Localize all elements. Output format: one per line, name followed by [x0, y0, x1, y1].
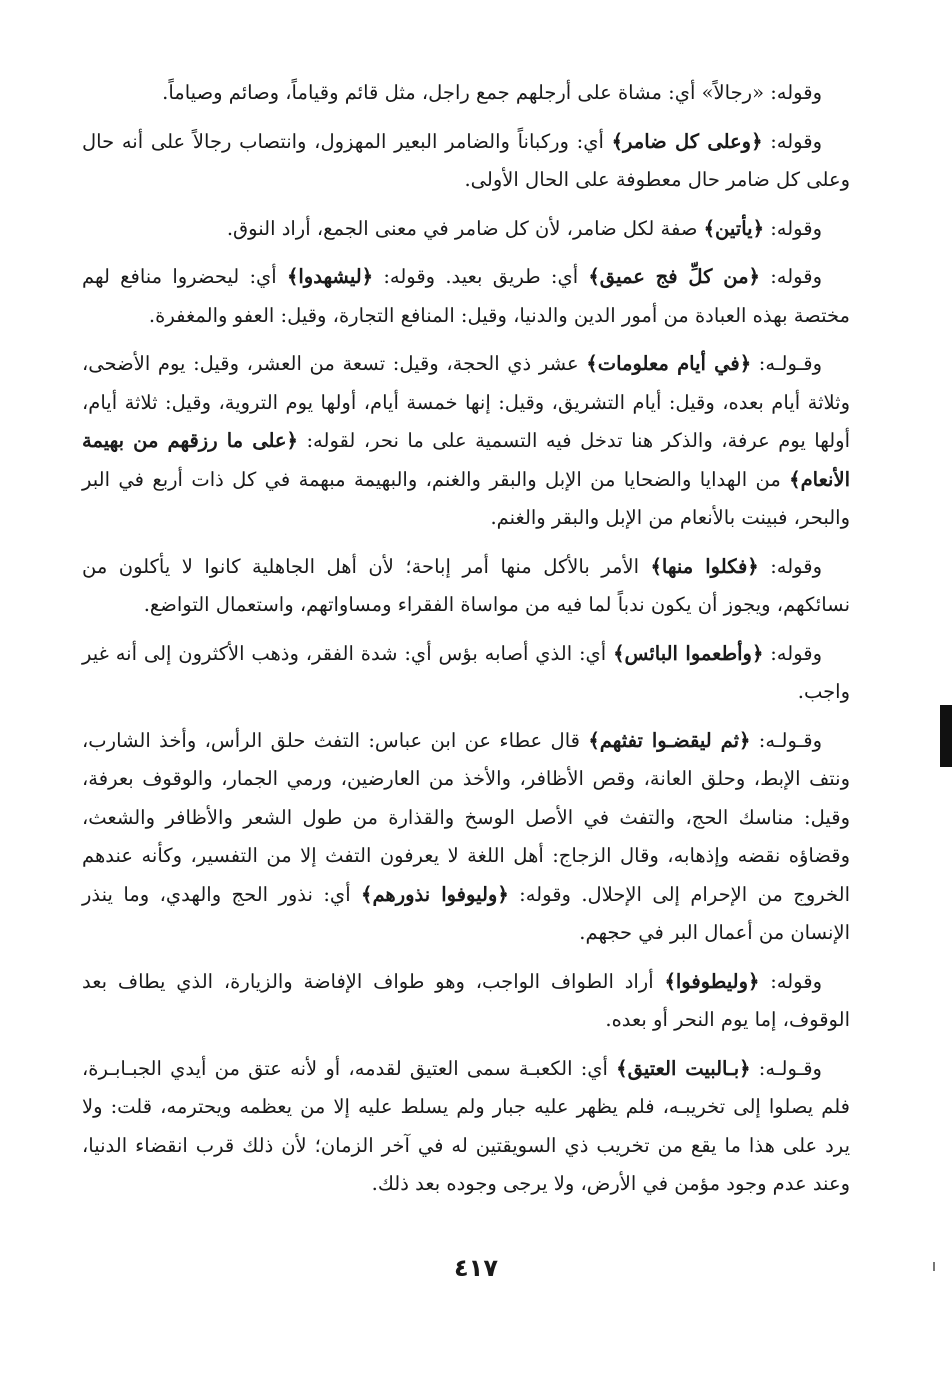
- quranic-phrase: ﴿على ما رزقهم من بهيمة الأنعام﴾: [82, 429, 850, 491]
- commentary-text: أي: نذور الحج والهدي، وما ينذر الإنسان من أعمال البر في حجهم.: [82, 882, 850, 944]
- commentary-text: قال عطاء عن ابن عباس: التفث حلق الرأس، وأخذ الشارب، ونتف الإبط، وحلق العانة، وقص الأظافر، والأخذ من العارضين، ورمي الجمار، والوقوف بعرفة، وقيل: مناسك الحج، والتفث في الأصل الوسخ والقذارة من طول الشعر والأظافر والشعث، وقضاؤه نقضه وإذهابه، وقال الزجاج: أهل اللغة لا يعرفون التفث إلا من التفسير، وكأنه عندهم الخروج من الإحرام إلى الإحلال. وقوله:: [82, 728, 850, 906]
- page-edge-marker: [940, 705, 952, 767]
- commentary-text: من الهدايا والضحايا من الإبل والبقر والغنم، والبهيمة مبهمة في كل ذات أربع في البر والبحر، فبينت بالأنعام من الإبل والبقر والغنم.: [82, 467, 850, 529]
- quranic-phrase: ﴿وليوفوا نذورهم﴾: [361, 882, 509, 906]
- quranic-phrase: ﴿ثم ليقضـوا تفثهم﴾: [588, 728, 751, 752]
- page-body: [82, 74, 850, 1214]
- commentary-text: أي: ليحضروا منافع لهم مختصة بهذه العبادة من أمور الدين والدنيا، وقيل: المنافع التجارة، وقيل: العفو والمغفرة.: [82, 265, 850, 327]
- commentary-paragraph: [82, 1050, 850, 1204]
- commentary-text: عشر ذي الحجة، وقيل: تسعة من العشر، وقيل: يوم الأضحى، وثلاثة أيام بعده، وقيل: أيام التشريق، وقيل: إنها خمسة أيام، أولها يوم التروية، وقيل: ثلاثة أيام، أولها يوم عرفة، والذكر هنا تدخل فيه التسمية على ما نحر، لقوله:: [82, 352, 850, 452]
- commentary-text: وقوله: «رجالاً» أي: مشاة على أرجلهم جمع راجل، مثل قائم وقياماً، وصائم وصياماً.: [162, 81, 822, 104]
- commentary-paragraph: [82, 722, 850, 953]
- commentary-paragraph: [82, 345, 850, 538]
- commentary-text: الأمر بالأكل منها أمر إباحة؛ لأن أهل الجاهلية كانوا لا يأكلون من نسائكهم، ويجوز أن يكون ندباً لما فيه من مواساة الفقراء ومساواتهم، واستعمال التواضع.: [82, 554, 850, 616]
- commentary-text: أي: الذي أصابه بؤس أي: شدة الفقر، وذهب الأكثرون إلى أنه غير واجب.: [82, 641, 850, 703]
- quranic-phrase: ﴿ليشهدوا﴾: [286, 265, 374, 288]
- quranic-phrase: ﴿فكلوا منها﴾: [650, 554, 759, 578]
- commentary-paragraph: [82, 123, 850, 200]
- commentary-paragraph: [82, 548, 850, 625]
- commentary-text: أي: الكعبـة سمى العتيق لقدمه، أو لأنه عتق من أيدي الجبـابـرة، فلم يصلوا إلى تخريبـه، فلم يظهر عليه جبار ولم يسلط عليه إلا من يعظمه ويحترمه، قلت: ولا يرد على هذا ما يقع من تخريب ذي السويقتين له في آخر الزمان؛ لأن ذلك قرب انقضاء الدنيا، وعند عدم وجود مؤمن في الأرض، ولا يرجى وجوده بعد ذلك.: [82, 1056, 850, 1195]
- commentary-text: وقوله:: [762, 129, 822, 153]
- quranic-phrase: ﴿وأطعموا البائس﴾: [613, 641, 764, 665]
- commentary-paragraph: [82, 258, 850, 335]
- commentary-text: وقوله:: [759, 969, 822, 993]
- commentary-paragraph: [82, 74, 850, 113]
- quranic-phrase: ﴿في أيام معلومات﴾: [586, 352, 752, 375]
- commentary-text: وقوله:: [758, 554, 822, 578]
- commentary-text: أي: طريق بعيد. وقوله:: [373, 265, 589, 288]
- commentary-paragraph: [82, 635, 850, 712]
- commentary-paragraph: [82, 963, 850, 1040]
- commentary-text: وقـولـه:: [750, 728, 823, 752]
- commentary-paragraph: [82, 210, 850, 249]
- commentary-text: وقـولـه:: [750, 1056, 822, 1080]
- commentary-text: وقوله:: [763, 641, 823, 665]
- page-edge-tick: [933, 1262, 935, 1271]
- quranic-phrase: ﴿بـالبيت العتيق﴾: [616, 1056, 751, 1080]
- quranic-phrase: ﴿يأتين﴾: [703, 216, 765, 240]
- quranic-phrase: ﴿وعلى كل ضامر﴾: [611, 129, 763, 153]
- quranic-phrase: ﴿من كلِّ فج عميق﴾: [588, 265, 760, 288]
- page-number: ٤١٧: [454, 1254, 498, 1282]
- commentary-text: صفة لكل ضامر، لأن كل ضامر في معنى الجمع، أراد النوق.: [226, 216, 704, 240]
- commentary-text: أي: وركباناً والضامر البعير المهزول، وانتصاب رجالاً على أنه حال وعلى كل ضامر حال معطوفة على الحال الأولى.: [82, 129, 850, 191]
- commentary-text: أراد الطواف الواجب، وهو طواف الإفاضة والزيارة، الذي يطاف بعد الوقوف، إما يوم النحر أو بعده.: [82, 969, 850, 1031]
- commentary-text: وقوله:: [759, 265, 822, 288]
- commentary-text: وقوله:: [764, 216, 822, 240]
- commentary-text: وقـولـه:: [751, 352, 823, 375]
- quranic-phrase: ﴿وليطوفوا﴾: [664, 969, 760, 993]
